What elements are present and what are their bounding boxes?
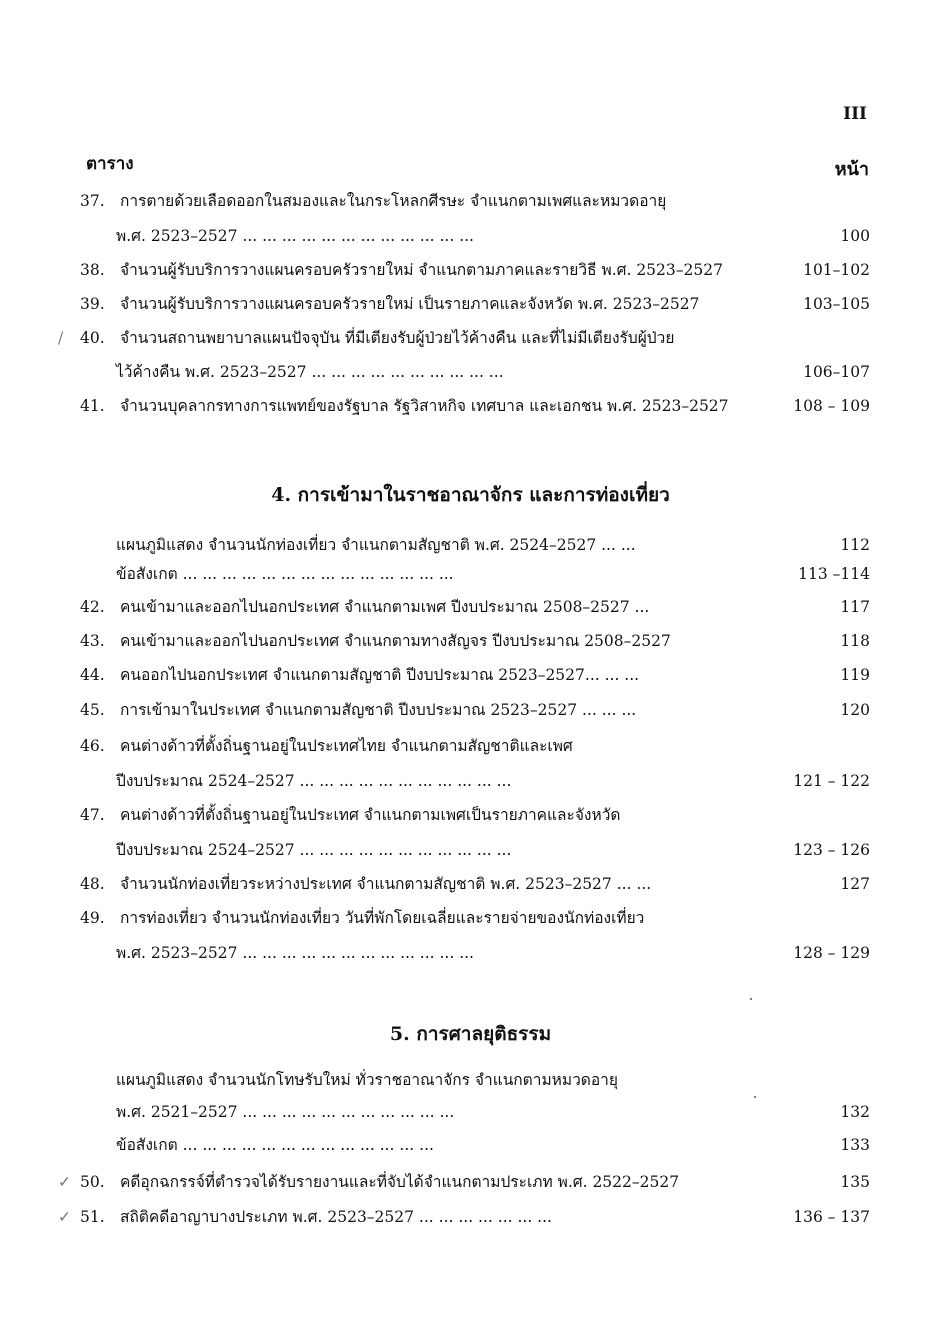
table-title: พ.ศ. 2523–2527 ... ... ... ... ... ... ... ... ... ... ... ... xyxy=(116,944,474,962)
table-title: ข้อสังเกต ... ... ... ... ... ... ... ... ... ... ... ... ... ... xyxy=(116,565,454,583)
table-title: แผนภูมิแสดง จำนวนนักโทษรับใหม่ ทั่วราชอาณาจักร จำแนกตามหมวดอายุ xyxy=(116,1071,618,1089)
page-ref: 101–102 xyxy=(803,261,870,279)
table-title: คนเข้ามาและออกไปนอกประเทศ จำแนกตามทางสัญจร ปีงบประมาณ 2508–2527 xyxy=(120,632,671,650)
table-title: การเข้ามาในประเทศ จำแนกตามสัญชาติ ปีงบประมาณ 2523–2527 ... ... ... xyxy=(120,701,637,719)
toc-line xyxy=(0,626,941,656)
page-ref: 100 xyxy=(840,227,870,245)
page-ref: 106–107 xyxy=(803,363,870,381)
table-number: 49. xyxy=(80,909,105,927)
toc-line xyxy=(0,1130,941,1160)
page-ref: 123 – 126 xyxy=(793,841,870,859)
page-ref: 135 xyxy=(840,1173,870,1191)
page-ref: 119 xyxy=(840,666,870,684)
page-ref: 127 xyxy=(840,875,870,893)
table-number: 46. xyxy=(80,737,105,755)
page-ref: 112 xyxy=(840,536,870,554)
scan-speck xyxy=(750,998,752,1000)
section-title-5: 5. การศาลยุติธรรม xyxy=(389,1023,552,1045)
table-title: ปีงบประมาณ 2524–2527 ... ... ... ... ... ... ... ... ... ... ... xyxy=(116,772,512,790)
table-title: คดีอุกฉกรรจ์ที่ตำรวจได้รับรายงานและที่จับได้จำแนกตามประเภท พ.ศ. 2522–2527 xyxy=(120,1173,680,1191)
table-number: 39. xyxy=(80,295,105,313)
toc-line xyxy=(0,731,941,761)
toc-line xyxy=(0,289,941,319)
table-number: 41. xyxy=(80,397,105,415)
table-title: จำนวนนักท่องเที่ยวระหว่างประเทศ จำแนกตามสัญชาติ พ.ศ. 2523–2527 ... ... xyxy=(120,875,652,893)
page-ref: 103–105 xyxy=(803,295,870,313)
toc-line xyxy=(0,869,941,899)
page-ref: 136 – 137 xyxy=(793,1208,870,1226)
table-title: การท่องเที่ยว จำนวนนักท่องเที่ยว วันที่พักโดยเฉลี่ยและรายจ่ายของนักท่องเที่ยว xyxy=(120,909,645,927)
table-title: ไว้ค้างคืน พ.ศ. 2523–2527 ... ... ... ... ... ... ... ... ... ... xyxy=(116,363,504,381)
page-ref: 120 xyxy=(840,701,870,719)
toc-line xyxy=(0,221,941,251)
scan-speck xyxy=(754,1096,756,1098)
toc-line xyxy=(0,835,941,865)
table-title: ข้อสังเกต ... ... ... ... ... ... ... ... ... ... ... ... ... xyxy=(116,1136,434,1154)
table-number: 43. xyxy=(80,632,105,650)
table-title: สถิติคดีอาญาบางประเภท พ.ศ. 2523–2527 ... ... ... ... ... ... ... xyxy=(120,1208,552,1226)
toc-line xyxy=(0,800,941,830)
table-title: คนออกไปนอกประเทศ จำแนกตามสัญชาติ ปีงบประมาณ 2523–2527... ... ... xyxy=(120,666,640,684)
toc-line xyxy=(0,1097,941,1127)
page-ref: 117 xyxy=(840,598,870,616)
table-number: 38. xyxy=(80,261,105,279)
table-number: 47. xyxy=(80,806,105,824)
table-title: คนเข้ามาและออกไปนอกประเทศ จำแนกตามเพศ ปีงบประมาณ 2508–2527 ... xyxy=(120,598,650,616)
page-number: III xyxy=(843,104,867,124)
table-title: จำนวนผู้รับบริการวางแผนครอบครัวรายใหม่ เป็นรายภาคและจังหวัด พ.ศ. 2523–2527 xyxy=(120,295,700,313)
toc-line xyxy=(0,323,941,353)
toc-line xyxy=(0,766,941,796)
toc-line xyxy=(0,660,941,690)
table-title: พ.ศ. 2521–2527 ... ... ... ... ... ... ... ... ... ... ... xyxy=(116,1103,455,1121)
toc-line xyxy=(0,938,941,968)
table-title: ปีงบประมาณ 2524–2527 ... ... ... ... ... ... ... ... ... ... ... xyxy=(116,841,512,859)
page-ref: 121 – 122 xyxy=(793,772,870,790)
table-number: 37. xyxy=(80,192,105,210)
page-ref: 113 –114 xyxy=(798,565,870,583)
toc-line xyxy=(0,559,941,589)
toc-line xyxy=(0,903,941,933)
table-title: คนต่างด้าวที่ตั้งถิ่นฐานอยู่ในประเทศ จำแนกตามเพศเป็นรายภาคและจังหวัด xyxy=(120,806,621,824)
table-title: จำนวนสถานพยาบาลแผนปัจจุบัน ที่มีเตียงรับผู้ป่วยไว้ค้างคืน และที่ไม่มีเตียงรับผู้ป่วย xyxy=(120,329,675,347)
toc-line xyxy=(0,1167,941,1197)
table-title: การตายด้วยเลือดออกในสมองและในกระโหลกศีรษะ จำแนกตามเพศและหมวดอายุ xyxy=(120,192,667,210)
table-title: จำนวนผู้รับบริการวางแผนครอบครัวรายใหม่ จำแนกตามภาคและรายวิธี พ.ศ. 2523–2527 xyxy=(120,261,723,279)
table-number: 50. xyxy=(80,1173,105,1191)
toc-line xyxy=(0,186,941,216)
page-ref: 132 xyxy=(840,1103,870,1121)
toc-line xyxy=(0,530,941,560)
table-number: 45. xyxy=(80,701,105,719)
toc-line xyxy=(0,391,941,421)
table-title: แผนภูมิแสดง จำนวนนักท่องเที่ยว จำแนกตามสัญชาติ พ.ศ. 2524–2527 ... ... xyxy=(116,536,636,554)
table-number: 51. xyxy=(80,1208,105,1226)
toc-line xyxy=(0,1065,941,1095)
page-ref: 133 xyxy=(840,1136,870,1154)
table-title: จำนวนบุคลากรทางการแพทย์ของรัฐบาล รัฐวิสาหกิจ เทศบาล และเอกชน พ.ศ. 2523–2527 xyxy=(120,397,729,415)
toc-line xyxy=(0,357,941,387)
page-ref: 118 xyxy=(840,632,870,650)
check-mark-icon: ✓ xyxy=(58,1173,71,1191)
toc-line xyxy=(0,1202,941,1232)
header-page-label: หน้า xyxy=(834,159,869,180)
check-mark-icon: / xyxy=(58,329,64,347)
toc-line xyxy=(0,695,941,725)
table-title: พ.ศ. 2523–2527 ... ... ... ... ... ... ... ... ... ... ... ... xyxy=(116,227,474,245)
table-number: 44. xyxy=(80,666,105,684)
header-table-label: ตาราง xyxy=(86,154,134,174)
toc-line xyxy=(0,255,941,285)
page-ref: 108 – 109 xyxy=(793,397,870,415)
table-number: 42. xyxy=(80,598,105,616)
section-title-4: 4. การเข้ามาในราชอาณาจักร และการท่องเที่ยว xyxy=(271,484,670,506)
check-mark-icon: ✓ xyxy=(58,1208,71,1226)
table-number: 48. xyxy=(80,875,105,893)
table-number: 40. xyxy=(80,329,105,347)
toc-line xyxy=(0,592,941,622)
page-ref: 128 – 129 xyxy=(793,944,870,962)
table-title: คนต่างด้าวที่ตั้งถิ่นฐานอยู่ในประเทศไทย จำแนกตามสัญชาติและเพศ xyxy=(120,737,573,755)
